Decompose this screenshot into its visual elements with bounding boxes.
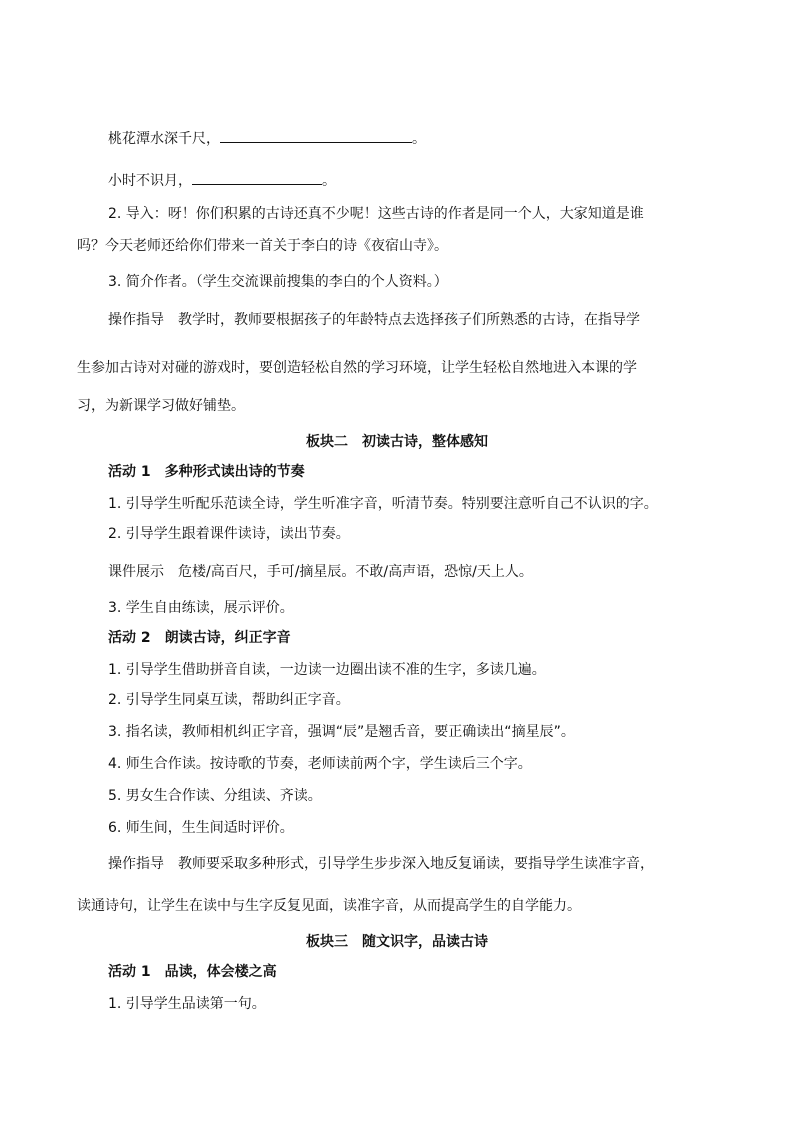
courseware-display: 课件展示 危楼/高百尺，手可/摘星辰。不敢/高声语，恐惊/天上人。 (108, 564, 533, 580)
step-item: 1. 引导学生听配乐范读全诗，学生听准字音，听清节奏。特别要注意听自己不认识的字。 (108, 496, 658, 512)
section-heading-block3: 板块三 随文识字，品读古诗 (306, 934, 488, 950)
section-heading-block2: 板块二 初读古诗，整体感知 (306, 434, 488, 450)
activity-heading-1: 活动 1 多种形式读出诗的节奏 (108, 464, 305, 480)
step-item: 4. 师生合作读。按诗歌的节奏，老师读前两个字，学生读后三个字。 (108, 756, 532, 772)
guide-paragraph-2: 操作指导 教师要采取多种形式，引导学生步步深入地反复诵读，要指导学生读准字音， (108, 856, 654, 872)
courseware-label: 课件展示 (108, 564, 164, 580)
step-item: 3. 学生自由练读，展示评价。 (108, 600, 294, 616)
step-item: 5. 男女生合作读、分组读、齐读。 (108, 788, 322, 804)
guide-label: 操作指导 (108, 856, 164, 872)
guide-paragraph-1-cont: 生参加古诗对对碰的游戏时，要创造轻松自然的学习环境，让学生轻松自然地进入本课的学 (77, 360, 637, 376)
activity-heading-2: 活动 2 朗读古诗，纠正字音 (108, 630, 291, 646)
guide-paragraph-1-end: 习，为新课学习做好铺垫。 (77, 398, 245, 414)
step-item: 2. 引导学生跟着课件读诗，读出节奏。 (108, 526, 350, 542)
activity-heading-3: 活动 1 品读，体会楼之高 (108, 964, 277, 980)
step-item: 1. 引导学生借助拼音自读，一边读一边圈出读不准的生字，多读几遍。 (108, 662, 546, 678)
step-item: 2. 引导学生同桌互读，帮助纠正字音。 (108, 692, 350, 708)
poem-line-text: 桃花潭水深千尺， (108, 131, 220, 147)
fill-blank-line-2: 小时不识月， 。 (108, 170, 336, 191)
step-item: 3. 指名读，教师相机纠正字音，强调“辰”是翘舌音，要正确读出“摘星辰”。 (108, 724, 575, 740)
step-item: 6. 师生间，生生间适时评价。 (108, 820, 294, 836)
guide-paragraph-1: 操作指导 教学时，教师要根据孩子的年龄特点去选择孩子们所熟悉的古诗，在指导学 (108, 312, 640, 328)
answer-blank[interactable] (192, 170, 322, 185)
paragraph-intro-cont: 吗？今天老师还给你们带来一首关于李白的诗《夜宿山寺》。 (77, 238, 448, 254)
guide-label: 操作指导 (108, 312, 164, 328)
fill-blank-line-1: 桃花潭水深千尺， 。 (108, 128, 426, 149)
guide-paragraph-2-cont: 读通诗句，让学生在读中与生字反复见面，读准字音，从而提高学生的自学能力。 (77, 898, 581, 914)
paragraph-intro: 2. 导入：呀！你们积累的古诗还真不少呢！这些古诗的作者是同一个人，大家知道是谁 (108, 206, 644, 222)
poem-line-text: 小时不识月， (108, 173, 192, 189)
answer-blank[interactable] (220, 128, 412, 143)
paragraph-author: 3. 简介作者。（学生交流课前搜集的李白的个人资料。） (108, 274, 448, 290)
step-item: 1. 引导学生品读第一句。 (108, 996, 266, 1012)
